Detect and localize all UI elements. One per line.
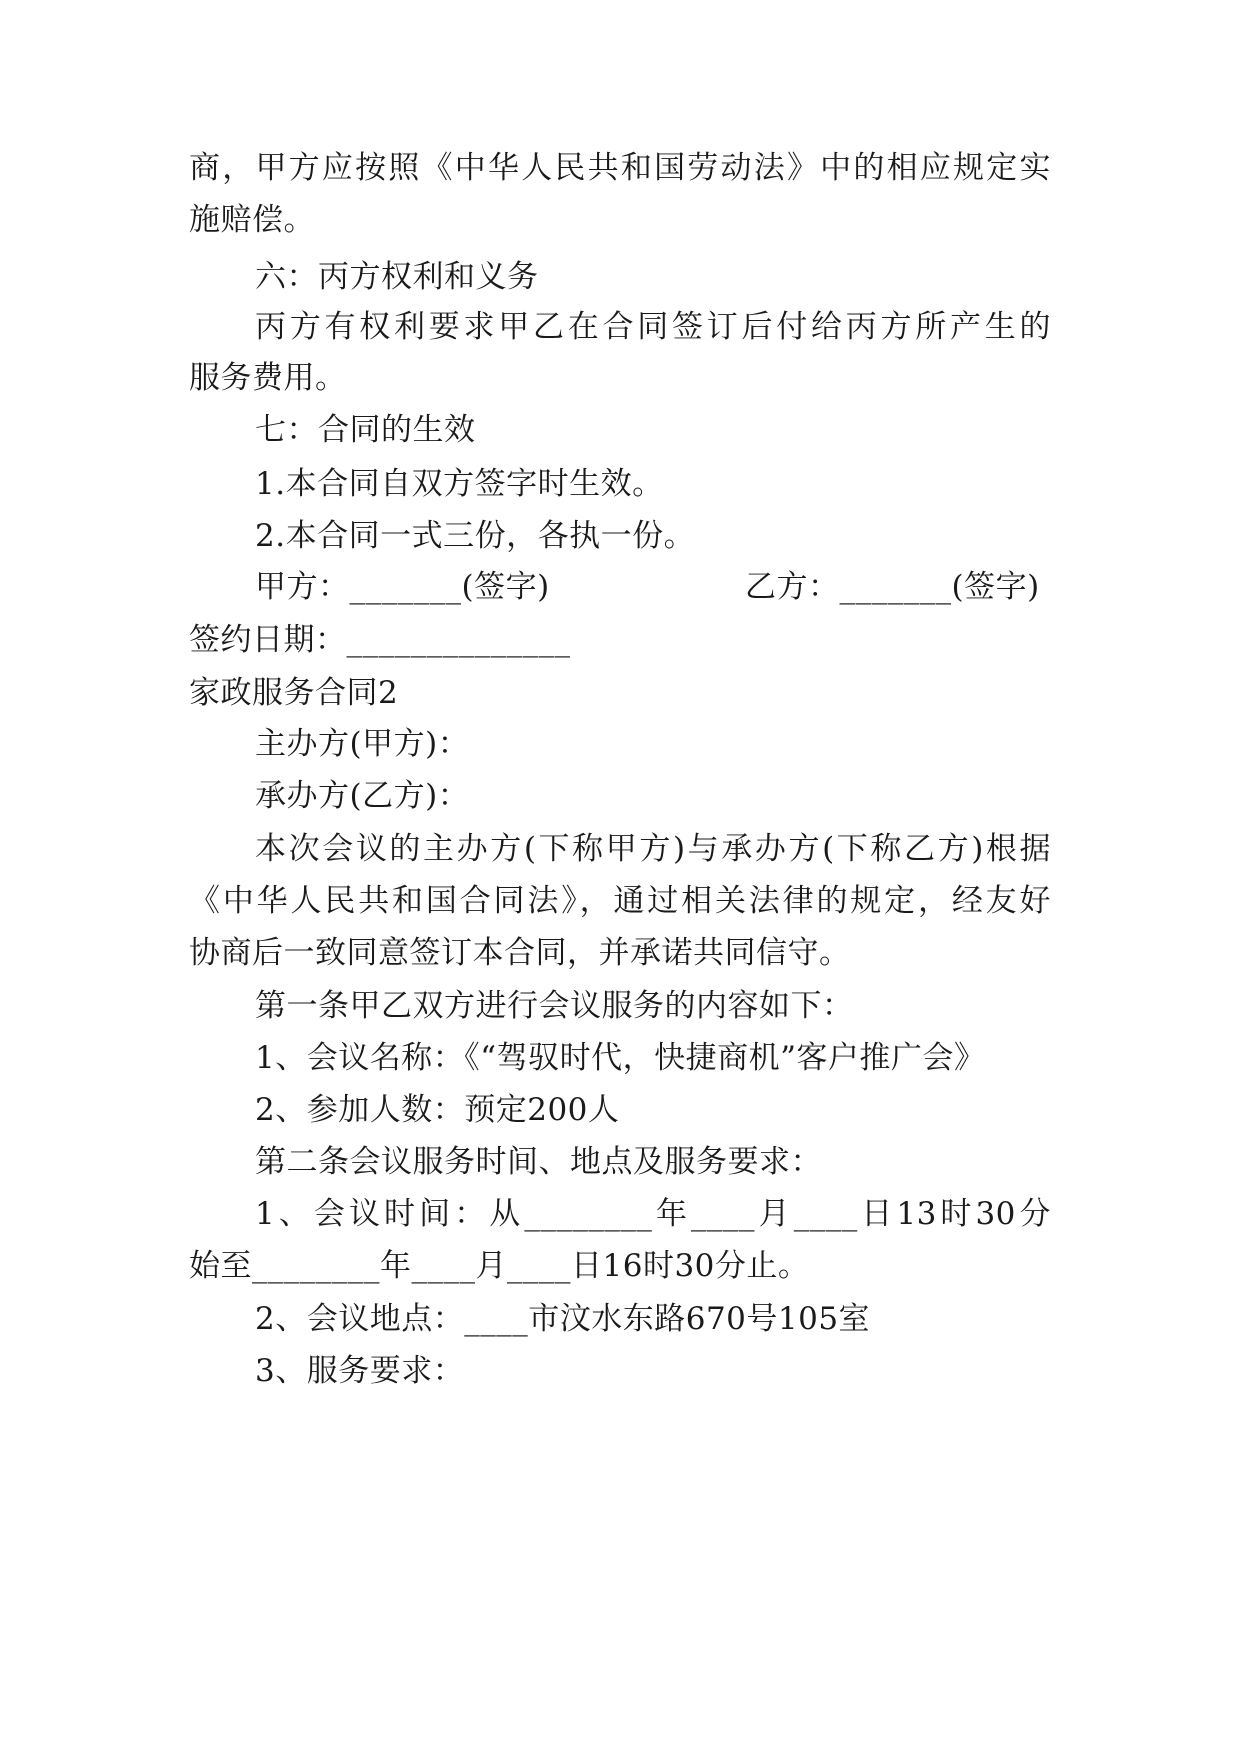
text-line: 协商后一致同意签订本合同，并承诺共同信守。	[189, 935, 851, 971]
text-line: 1.本合同自双方签字时生效。	[255, 466, 664, 502]
party-b-signature: 乙方：_______(签字)	[745, 569, 1040, 605]
text-line: 主办方(甲方)：	[255, 726, 470, 762]
text-line: 始至________年____月____日16时30分止。	[189, 1248, 810, 1284]
signing-date: 签约日期：______________	[189, 622, 571, 658]
text-line: 丙方有权利要求甲乙在合同签订后付给丙方所产生的	[255, 309, 1051, 345]
text-line: 2.本合同一式三份，各执一份。	[255, 518, 696, 554]
document-title: 家政服务合同2	[189, 675, 399, 711]
text-line: 承办方(乙方)：	[255, 778, 470, 814]
text-line: 1、会议时间：从________年____月____日13时30分	[255, 1196, 1051, 1232]
text-line: 商，甲方应按照《中华人民共和国劳动法》中的相应规定实	[189, 150, 1051, 186]
text-line: 服务费用。	[189, 360, 347, 396]
text-line: 《中华人民共和国合同法》，通过相关法律的规定，经友好	[189, 883, 1051, 919]
text-line: 2、会议地点：____市汶水东路670号105室	[255, 1301, 871, 1337]
section-heading: 六：丙方权利和义务	[255, 259, 539, 295]
article-heading: 第二条会议服务时间、地点及服务要求：	[255, 1144, 822, 1180]
party-a-signature: 甲方：_______(签字)	[255, 569, 550, 605]
article-heading: 第一条甲乙双方进行会议服务的内容如下：	[255, 988, 854, 1024]
section-heading: 七：合同的生效	[255, 412, 476, 448]
text-line: 施赔偿。	[189, 202, 315, 238]
text-line: 3、服务要求：	[255, 1353, 465, 1389]
text-line: 本次会议的主办方(下称甲方)与承办方(下称乙方)根据	[255, 831, 1051, 867]
text-line: 2、参加人数：预定200人	[255, 1092, 620, 1128]
text-line: 1、会议名称：《“驾驭时代，快捷商机”客户推广会》	[255, 1040, 986, 1076]
